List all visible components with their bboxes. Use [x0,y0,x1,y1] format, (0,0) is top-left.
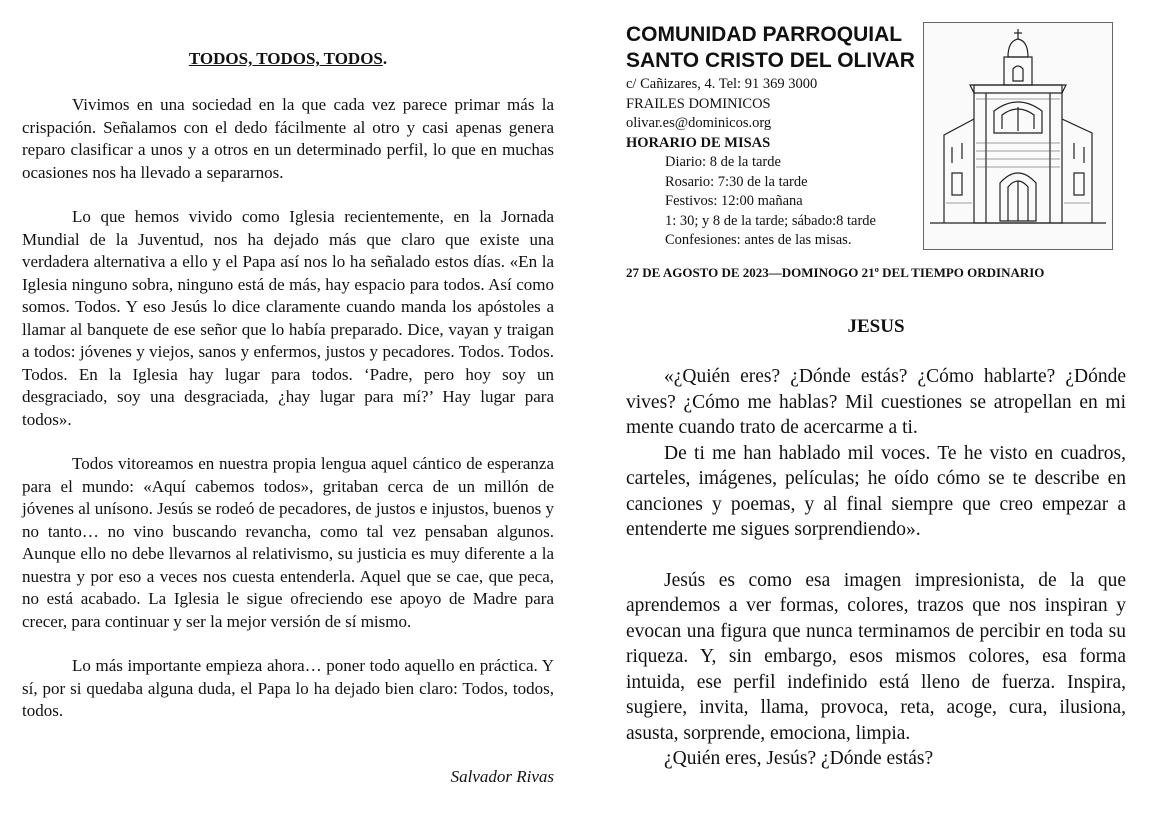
parish-email: olivar.es@dominicos.org [626,115,772,131]
church-drawing [924,23,1112,249]
article-paragraph-2: Lo que hemos vivido como Iglesia recientemente, en la Jornada Mundial de la Juventud, nos ha dejado más que claro que existe una verdadera alternativa a ello y el Papa así nos lo ha señalado estos días. «En la Iglesia ninguno sobra, ninguno está de más, hay espacio para todos. Así como somos. Todos. Y eso Jesús lo dice claramente cuando manda los apóstoles a llamar al banquete de ese señor que lo había preparado. Dice, vayan y traigan a todos: jóvenes y viejos, sanos y enfermos, justos y pecadores. Todos. Todos. Todos. En la Iglesia hay lugar para todos. ‘Padre, pero hoy soy un desgraciado, soy una desgraciada, ¿hay lugar para mí?’ Hay lugar para todos». [22,207,554,429]
parish-order: FRAILES DOMINICOS [626,95,771,112]
parish-address: c/ Cañizares, 4. Tel: 91 369 3000 [626,76,818,92]
schedule-daily: Diario: 8 de la tarde [665,154,781,170]
schedule-rosary: Rosario: 7:30 de la tarde [665,173,808,190]
parish-name-line-2: SANTO CRISTO DEL OLIVAR [626,49,915,72]
article-title [22,49,554,69]
article-paragraph-4: Lo más importante empieza ahora… poner todo aquello en práctica. Y sí, por si quedaba alguna duda, el Papa lo ha dejado bien claro: Todos, todos, todos. [22,656,554,720]
schedule-holidays: Festivos: 12:00 mañana [665,193,803,209]
reflection-paragraph-3: Jesús es como esa imagen impresionista, de la que aprendemos a ver formas, colores, trazos que nos inspiran y evocan una figura que nunca terminamos de percibir en toda su riqueza. Y, sin embargo, esos mismos colores, esa forma intuida, ese perfil indefinido está lleno de fuerza. Inspira, sugiere, invita, llama, provoca, reta, acoge, cura, ilusiona, asusta, sorprende, emociona, limpia. [626,569,1126,744]
article-paragraph-3: Todos vitoreamos en nuestra propia lengua aquel cántico de esperanza para el mundo: «Aquí cabemos todos», gritaban cerca de un millón de jóvenes al unísono. Jesús se rodeó de pecadores, de justos e injustos, buenos y no tanto… no vino buscando revancha, como tal vez pensaban algunos. Aunque ello no debe llevarnos al relativismo, su justicia es muy diferente a la nuestra y por eso a veces nos cuesta entenderla. Aquel que se cae, que peca, no está acabado. La Iglesia le sigue ofreciendo ese apoyo de Madre para crecer, para continuar y ser la mejor versión de sí mismo. [22,454,554,631]
article-body [22,94,554,745]
article-title-text: TODOS, TODOS, TODOS [188,49,383,68]
reflection-title: JESUS [847,316,905,337]
reflection-paragraph-1: «¿Quién eres? ¿Dónde estás? ¿Cómo hablarte? ¿Dónde vives? ¿Cómo me hablas? Mil cuestiones se atropellan en mi mente cuando trato de acercarme a ti. [626,366,1126,438]
schedule-confessions: Confesiones: antes de las misas. [665,232,852,248]
author-signature: Salvador Rivas [450,767,554,786]
article-paragraph-1: Vivimos en una sociedad en la que cada vez parece primar más la crispación. Señalamos con el dedo fácilmente al otro y casi apenas genera reparo clasificar a unos y a otros en un determinado perfil, lo que en muchas ocasiones nos ha llevado a separarnos. [22,95,554,182]
reflection-paragraph-4: ¿Quién eres, Jesús? ¿Dónde estás? [664,748,934,769]
issue-dateline: 27 DE AGOSTO DE 2023—DOMINOGO 21º DEL TIEMPO ORDINARIO [626,265,1045,280]
article-title-punct: . [382,49,388,68]
schedule-evening: 1: 30; y 8 de la tarde; sábado:8 tarde [665,212,876,229]
reflection-body [626,364,1126,772]
reflection-paragraph-2: De ti me han hablado mil voces. Te he visto en cuadros, carteles, imágenes, películas; he oído cómo se te describe en canciones y poemas, y al final siempre que creo empezar a entenderte me sigues sorprendiendo». [626,442,1126,540]
parish-info [626,75,876,251]
mass-schedule-heading: HORARIO DE MISAS [626,134,771,151]
parish-name [626,22,915,74]
church-illustration [923,22,1113,250]
parish-name-line-1: COMUNIDAD PARROQUIAL [626,23,903,46]
